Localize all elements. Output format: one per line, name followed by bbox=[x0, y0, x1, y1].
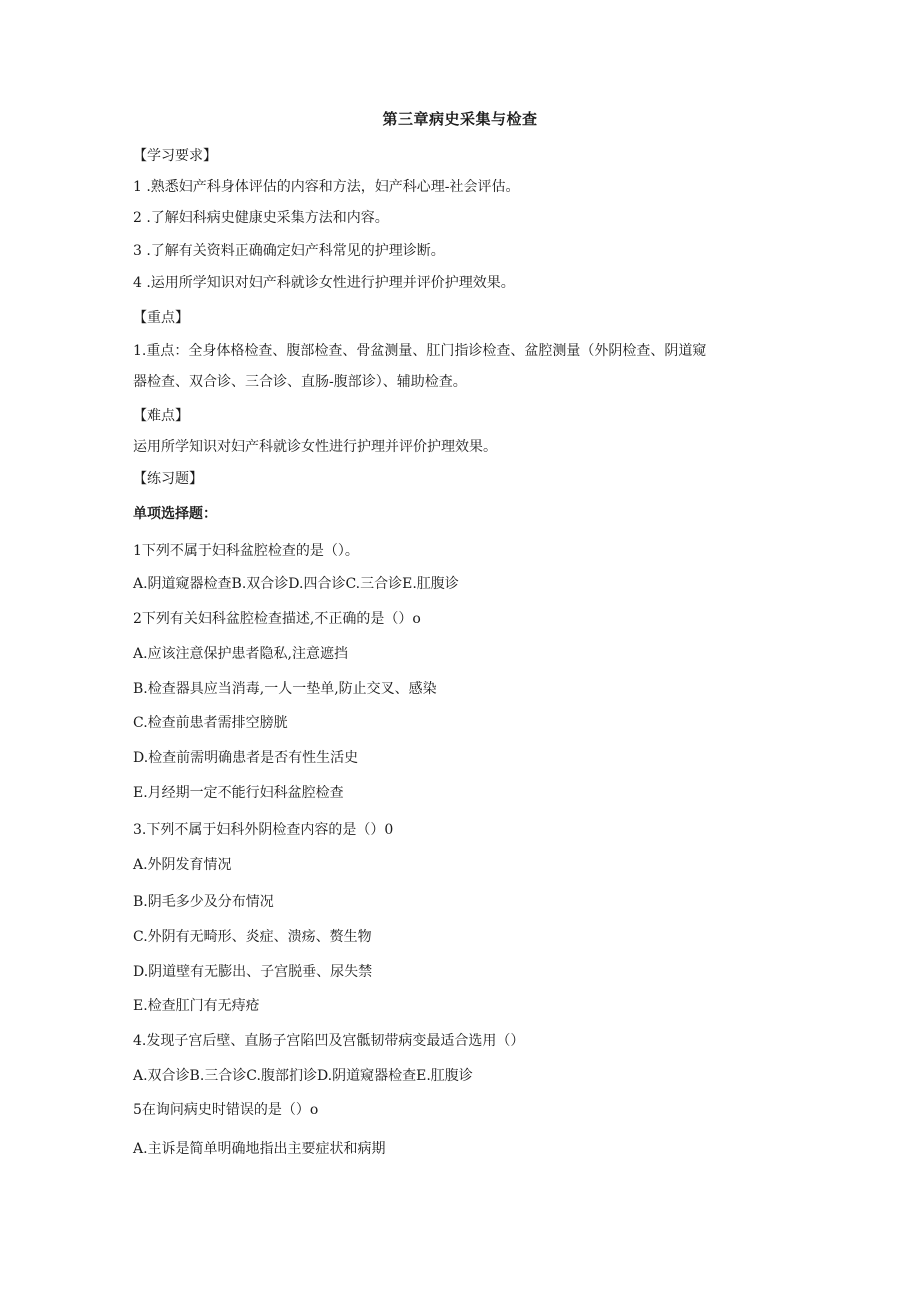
question-2-option-c: C.检查前患者需排空膀胱 bbox=[133, 715, 288, 731]
requirement-item-2: 2 .了解妇科病史健康史采集方法和内容。 bbox=[133, 210, 389, 226]
section-heading-difficulties: 【难点】 bbox=[133, 408, 189, 424]
question-2-option-e: E.月经期一定不能行妇科盆腔检查 bbox=[133, 785, 344, 801]
chapter-title: 第三章病史采集与检查 bbox=[382, 110, 538, 128]
question-3-option-d: D.阴道壁有无膨出、子宫脱垂、尿失禁 bbox=[133, 964, 373, 980]
difficulties-text: 运用所学知识对妇产科就诊女性进行护理并评价护理效果。 bbox=[133, 439, 497, 455]
section-heading-learning-requirements: 【学习要求】 bbox=[133, 148, 217, 164]
question-2-option-a: A.应该注意保护患者隐私,注意遮挡 bbox=[133, 646, 349, 662]
key-points-text-line-1: 1.重点：全身体格检查、腹部检查、骨盆测量、肛门指诊检查、盆腔测量（外阴检查、阴道窥 bbox=[133, 343, 707, 359]
key-points-text-line-2: 器检查、双合诊、三合诊、直肠-腹部诊）、辅助检查。 bbox=[133, 374, 467, 390]
section-heading-key-points: 【重点】 bbox=[133, 310, 189, 326]
question-5-option-a: A.主诉是简单明确地指出主要症状和病期 bbox=[133, 1141, 386, 1157]
single-choice-heading: 单项选择题： bbox=[133, 506, 217, 522]
question-3-option-a: A.外阴发育情况 bbox=[133, 857, 232, 873]
requirement-item-1: 1 .熟悉妇产科身体评估的内容和方法，妇产科心理-社会评估。 bbox=[133, 179, 520, 195]
question-3-option-e: E.检查肛门有无痔疮 bbox=[133, 998, 260, 1014]
question-4: 4.发现子宫后壁、直肠子宫陷凹及宫骶韧带病变最适合选用（） bbox=[133, 1033, 525, 1049]
question-4-options: A.双合诊B.三合诊C.腹部扪诊D.阴道窥器检查E.肛腹诊 bbox=[133, 1068, 473, 1084]
question-2-option-b: B.检查器具应当消毒,一人一垫单,防止交叉、感染 bbox=[133, 681, 437, 697]
question-3-option-c: C.外阴有无畸形、炎症、溃疡、赘生物 bbox=[133, 929, 372, 945]
question-1-options: A.阴道窥器检查B.双合诊D.四合诊C.三合诊E.肛腹诊 bbox=[133, 576, 459, 592]
question-5: 5在询问病史时错误的是（）o bbox=[133, 1102, 319, 1118]
question-1: 1下列不属于妇科盆腔检查的是（）。 bbox=[133, 543, 359, 559]
question-3-option-b: B.阴毛多少及分布情况 bbox=[133, 894, 274, 910]
section-heading-exercises: 【练习题】 bbox=[133, 471, 203, 487]
requirement-item-4: 4 .运用所学知识对妇产科就诊女性进行护理并评价护理效果。 bbox=[133, 275, 515, 291]
question-2-option-d: D.检查前需明确患者是否有性生活史 bbox=[133, 750, 359, 766]
question-3: 3.下列不属于妇科外阴检查内容的是（）0 bbox=[133, 822, 394, 838]
question-2: 2下列有关妇科盆腔检查描述,不正确的是（）o bbox=[133, 611, 421, 627]
requirement-item-3: 3 .了解有关资料正确确定妇产科常见的护理诊断。 bbox=[133, 243, 445, 259]
